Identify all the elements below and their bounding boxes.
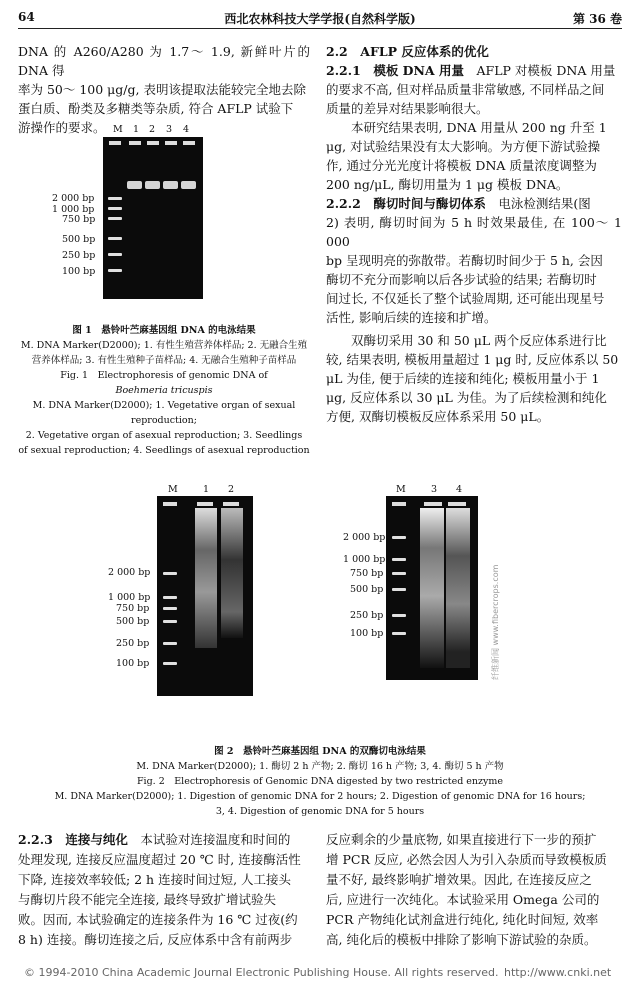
- text-line: 后, 应进行一次纯化。本试验采用 Omega 公司的: [326, 892, 600, 907]
- caption-line: M. DNA Marker(D2000); 1. 酶切 2 h 产物; 2. 酶切 16 h 产物; 3, 4. 酶切 5 h 产物: [136, 761, 504, 772]
- caption-line: M. DNA Marker(D2000); 1. Digestion of genomic DNA for 2 hours; 2. Digestion of genomic DNA for 16 hours;: [54, 791, 586, 802]
- marker-label: 2 000 bp: [108, 567, 151, 578]
- marker-band: [392, 572, 406, 575]
- text-line: 8 h) 连接。酶切连接之后, 反应体系中含有前两步: [18, 932, 293, 947]
- marker-band: [163, 572, 177, 575]
- lane-label: 1: [203, 484, 210, 495]
- gel-well: [147, 141, 159, 145]
- text-line: 反应剩余的少量底物, 如果直接进行下一步的预扩: [326, 832, 597, 847]
- gel-well: [163, 502, 177, 506]
- marker-label: 1 000 bp: [343, 554, 386, 565]
- smear-lane: [420, 508, 444, 668]
- marker-label: 2 000 bp: [52, 193, 95, 204]
- smear-lane: [221, 508, 243, 638]
- text-line: μg, 对试验结果没有太大影响。为方便下游试验操: [326, 139, 601, 154]
- gel-well: [165, 141, 177, 145]
- copyright-text: © 1994-2010 China Academic Journal Electronic Publishing House. All rights reserved.: [24, 966, 499, 979]
- caption-title-cn: 图 2 悬铃叶苎麻基因组 DNA 的双酶切电泳结果: [214, 746, 426, 757]
- marker-label: 500 bp: [116, 616, 150, 627]
- lane-label: 3: [431, 484, 438, 495]
- caption-title-cn: 图 1 悬铃叶苎麻基因组 DNA 的电泳结果: [72, 325, 256, 336]
- marker-band: [108, 207, 122, 210]
- subsection-number: 2.2.1: [326, 63, 361, 78]
- marker-band: [108, 253, 122, 256]
- smear-lane: [195, 508, 217, 648]
- gel-well: [183, 141, 195, 145]
- page-number: 64: [18, 10, 35, 24]
- marker-label: 500 bp: [62, 234, 96, 245]
- subsection-title: 连接与纯化: [65, 832, 128, 847]
- marker-label: 250 bp: [116, 638, 150, 649]
- text-line: 较, 结果表明, 模板用量超过 1 μg 时, 反应体系以 50: [326, 352, 619, 367]
- text-line: 率为 50～ 100 μg/g, 表明该提取法能较完全地去除: [18, 82, 306, 97]
- subsection-title: 酶切时间与酶切体系: [373, 196, 486, 211]
- figure-2-caption: [40, 744, 600, 819]
- gel-image-2a: [157, 496, 253, 696]
- genomic-band: [127, 181, 142, 189]
- marker-label: 100 bp: [116, 658, 150, 669]
- text-line: 200 ng/μL, 酶切用量为 1 μg 模板 DNA。: [326, 177, 569, 192]
- lane-label: 4: [456, 484, 463, 495]
- marker-label: 250 bp: [62, 250, 96, 261]
- journal-name: 西北农林科技大学学报(自然科学版): [224, 12, 416, 26]
- text-line: PCR 产物纯化试剂盒进行纯化, 纯化时间短, 效率: [326, 912, 599, 927]
- text-line: μL 为佳, 便于后续的连接和纯化; 模板用量小于 1: [326, 371, 600, 386]
- text-line: 2) 表明, 酶切时间为 5 h 时效果最佳, 在 100～ 1 000: [326, 215, 622, 249]
- lane-label: 2: [149, 124, 156, 135]
- marker-band: [163, 642, 177, 645]
- volume-number: 第 36 卷: [572, 12, 622, 26]
- marker-label: 1 000 bp: [52, 204, 95, 215]
- text-line: 作, 通过分光光度计将模板 DNA 质量浓度调整为: [326, 158, 597, 173]
- text-line: DNA 的 A260/A280 为 1.7～ 1.9, 新鲜叶片的 DNA 得: [18, 44, 310, 78]
- text-line: 与酶切片段不能完全连接, 最终导致扩增试验失: [18, 892, 276, 907]
- gel-well: [129, 141, 141, 145]
- gel-image-1: [103, 137, 203, 299]
- gel-well: [197, 502, 213, 506]
- lane-label: M: [168, 484, 178, 495]
- marker-label: 2 000 bp: [343, 532, 386, 543]
- text-line: 增 PCR 反应, 必然会因人为引入杂质而导致模板质: [326, 852, 607, 867]
- marker-band: [392, 536, 406, 539]
- marker-label: 250 bp: [350, 610, 384, 621]
- lane-label: M: [396, 484, 406, 495]
- gel-well: [109, 141, 121, 145]
- lane-label: 4: [183, 124, 190, 135]
- lane-label: 3: [166, 124, 173, 135]
- section-heading: 2.2 AFLP 反应体系的优化: [326, 44, 489, 59]
- text-line: 量不好, 最终影响扩增效果。因此, 在连接反应之: [326, 872, 592, 887]
- text-line: 方便, 双酶切模板反应体系采用 50 μL。: [326, 409, 550, 424]
- marker-band: [392, 614, 406, 617]
- subsection-number: 2.2.2: [326, 196, 361, 211]
- marker-label: 100 bp: [350, 628, 384, 639]
- caption-line: 2. Vegetative organ of asexual reproduction; 3. Seedlings: [25, 430, 303, 441]
- genomic-band: [163, 181, 178, 189]
- marker-band: [392, 632, 406, 635]
- footer: [24, 966, 612, 979]
- text-line: 高, 纯化后的模板中排除了影响下游试验的杂质。: [326, 932, 597, 947]
- lane-label: 1: [133, 124, 140, 135]
- text-line: 下降, 连接效率较低; 2 h 连接时间过短, 人工接头: [18, 872, 292, 887]
- subsection-number: 2.2.3: [18, 832, 53, 847]
- gel-well: [424, 502, 442, 506]
- lane-label: M: [113, 124, 123, 135]
- caption-line: of sexual reproduction; 4. Seedlings of asexual reproduction: [18, 445, 310, 456]
- text-line: 蛋白质、酚类及多糖类等杂质, 符合 AFLP 试验下: [18, 101, 294, 116]
- gel-well: [448, 502, 466, 506]
- text-line: 双酶切采用 30 和 50 μL 两个反应体系进行比: [351, 333, 607, 348]
- gel-image-2b: [386, 496, 478, 680]
- bottom-left-text: [18, 830, 310, 950]
- caption-line: M. DNA Marker(D2000); 1. 有性生殖营养体样品; 2. 无融合生殖: [20, 340, 308, 351]
- bottom-right-text: [326, 830, 622, 950]
- text-line: 酶切不充分而影响以后各步试验的结果; 若酶切时: [326, 272, 597, 287]
- right-top-text: [326, 42, 622, 426]
- marker-label: 500 bp: [350, 584, 384, 595]
- caption-line: 营养体样品; 3. 有性生殖种子苗样品; 4. 无融合生殖种子苗样品: [31, 355, 297, 366]
- genomic-band: [181, 181, 196, 189]
- text-span: 本试验对连接温度和时间的: [140, 832, 291, 847]
- caption-line: 3, 4. Digestion of genomic DNA for 5 hours: [215, 806, 425, 817]
- marker-band: [108, 269, 122, 272]
- caption-species: Boehmeria tricuspis: [115, 385, 213, 396]
- figure-1-caption: [18, 323, 310, 458]
- marker-band: [392, 558, 406, 561]
- marker-label: 750 bp: [116, 603, 150, 614]
- watermark: 纤维新闻 www.fibercrops.com: [491, 564, 500, 680]
- genomic-band: [145, 181, 160, 189]
- footer-url: http://www.cnki.net: [504, 966, 612, 979]
- marker-band: [392, 588, 406, 591]
- text-line: 的要求不高, 但对样品质量非常敏感, 不同样品之间: [326, 82, 605, 97]
- lane-label: 2: [228, 484, 235, 495]
- subsection-title: 模板 DNA 用量: [373, 63, 464, 78]
- marker-band: [163, 662, 177, 665]
- caption-line: M. DNA Marker(D2000); 1. Vegetative organ of sexual reproduction;: [32, 400, 296, 426]
- marker-band: [108, 217, 122, 220]
- running-header: [18, 8, 622, 29]
- caption-title-en: Fig. 1 Electrophoresis of genomic DNA of: [60, 370, 268, 381]
- marker-band: [108, 237, 122, 240]
- marker-label: 100 bp: [62, 266, 96, 277]
- text-line: 质量的差异对结果影响很大。: [326, 101, 489, 116]
- text-line: bp 呈现明亮的弥散带。若酶切时间少于 5 h, 会因: [326, 253, 603, 268]
- text-span: AFLP 对模板 DNA 用量: [476, 63, 616, 78]
- marker-band: [108, 197, 122, 200]
- marker-band: [163, 620, 177, 623]
- gel-well: [223, 502, 239, 506]
- text-line: 游操作的要求。: [18, 120, 106, 135]
- marker-band: [163, 596, 177, 599]
- marker-band: [163, 607, 177, 610]
- text-span: 电泳检测结果(图: [498, 196, 591, 211]
- text-line: μg, 反应体系以 30 μL 为佳。为了后续检测和纯化: [326, 390, 607, 405]
- text-line: 处理发现, 连接反应温度超过 20 ℃ 时, 连接酶活性: [18, 852, 301, 867]
- text-line: 败。因而, 本试验确定的连接条件为 16 ℃ 过夜(约: [18, 912, 298, 927]
- text-line: 间过长, 不仅延长了整个试验周期, 还可能出现星号: [326, 291, 605, 306]
- marker-label: 1 000 bp: [108, 592, 151, 603]
- text-line: 本研究结果表明, DNA 用量从 200 ng 升至 1: [351, 120, 607, 135]
- gel-well: [392, 502, 406, 506]
- marker-label: 750 bp: [62, 214, 96, 225]
- left-top-text: [18, 42, 310, 137]
- smear-lane: [446, 508, 470, 668]
- marker-label: 750 bp: [350, 568, 384, 579]
- text-line: 活性, 影响后续的连接和扩增。: [326, 310, 497, 325]
- caption-title-en: Fig. 2 Electrophoresis of Genomic DNA digested by two restricted enzyme: [136, 776, 504, 787]
